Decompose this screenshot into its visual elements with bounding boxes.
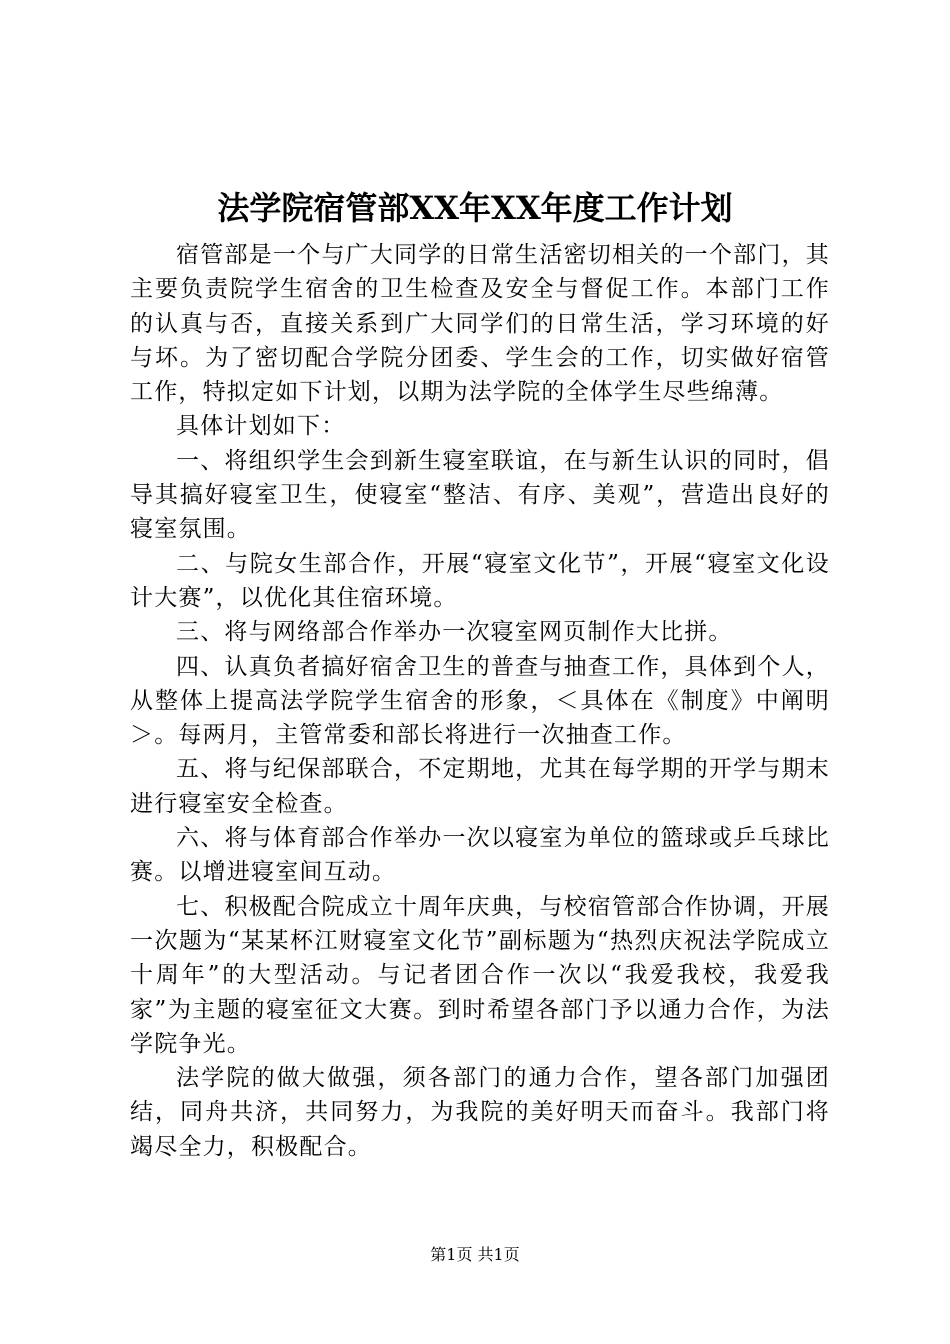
paragraph-item-5: 五、将与纪保部联合，不定期地，尤其在每学期的开学与期末进行寝室安全检查。 (130, 756, 830, 817)
paragraph-item-7: 七、积极配合院成立十周年庆典，与校宿管部合作协调，开展一次题为“某某杯江财寝室文化节”副标题为“热烈庆祝法学院成立十周年”的大型活动。与记者团合作一次以“我爱我校，我爱我家”为主题的寝室征文大赛。到时希望各部门予以通力合作，为法学院争光。 (130, 893, 830, 1057)
page-footer: 第1页 共1页 (430, 1245, 520, 1264)
document-body (130, 238, 830, 1164)
paragraph-item-1: 一、将组织学生会到新生寝室联谊，在与新生认识的同时，倡导其搞好寝室卫生，使寝室“整洁、有序、美观”，营造出良好的寝室氛围。 (130, 447, 830, 543)
paragraph-plan-heading: 具体计划如下： (176, 413, 346, 440)
paragraph-item-2: 二、与院女生部合作，开展“寝室文化节”，开展“寝室文化设计大赛”，以优化其住宿环境。 (130, 550, 830, 611)
paragraph-item-4: 四、认真负者搞好宿舍卫生的普查与抽查工作，具体到个人，从整体上提高法学院学生宿舍的形象，＜具体在《制度》中阐明＞。每两月，主管常委和部长将进行一次抽查工作。 (130, 653, 830, 749)
paragraph-conclusion: 法学院的做大做强，须各部门的通力合作，望各部门加强团结，同舟共济，共同努力，为我院的美好明天而奋斗。我部门将竭尽全力，积极配合。 (130, 1065, 830, 1160)
document-title: 法学院宿管部XX年XX年度工作计划 (217, 189, 733, 227)
paragraph-item-3: 三、将与网络部合作举办一次寝室网页制作大比拼。 (176, 619, 733, 646)
paragraph-intro: 宿管部是一个与广大同学的日常生活密切相关的一个部门，其主要负责院学生宿舍的卫生检查及安全与督促工作。本部门工作的认真与否，直接关系到广大同学们的日常生活，学习环境的好与坏。为了密切配合学院分团委、学生会的工作，切实做好宿管工作，特拟定如下计划，以期为法学院的全体学生尽些绵薄。 (130, 242, 830, 406)
paragraph-item-6: 六、将与体育部合作举办一次以寝室为单位的篮球或乒乓球比赛。以增进寝室间互动。 (130, 825, 830, 886)
